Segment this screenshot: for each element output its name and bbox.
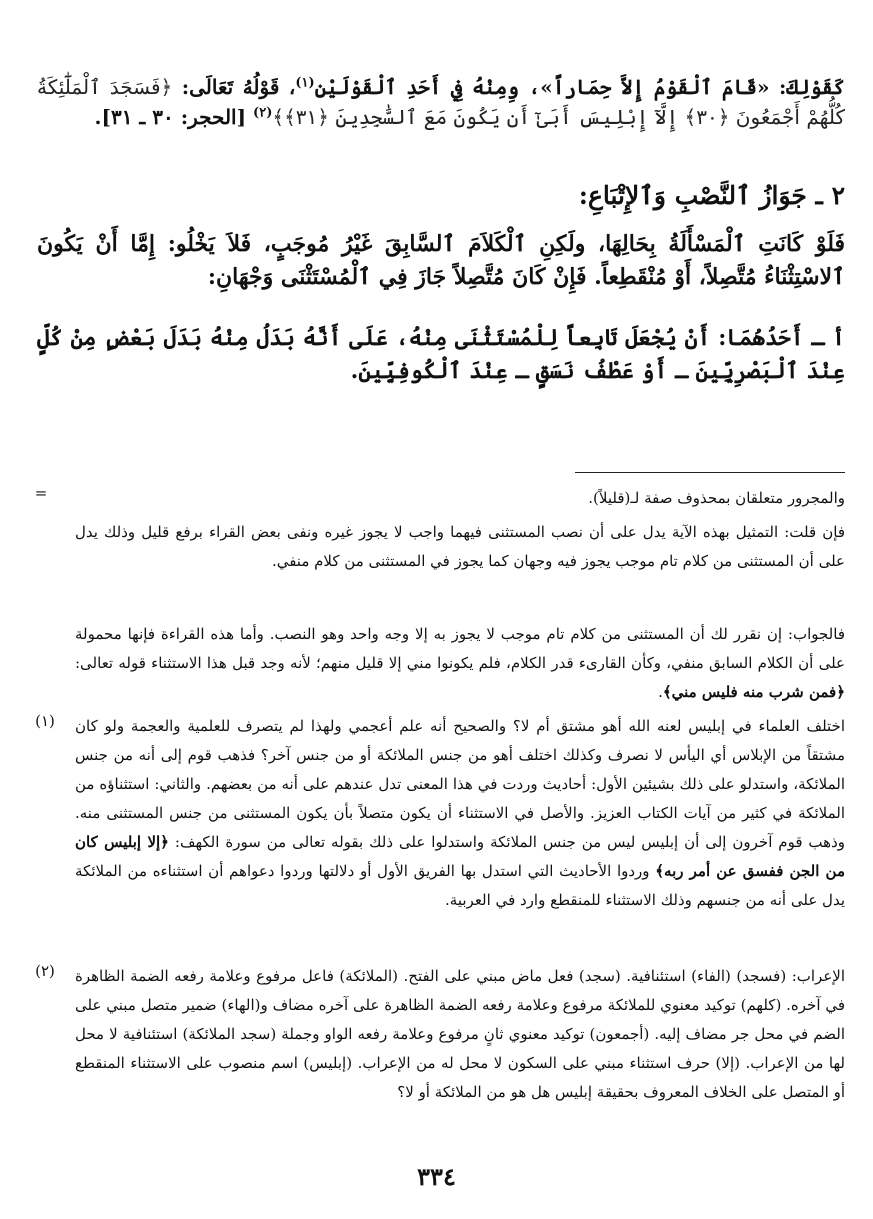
footnote-1-quran-quote: ﴿إلا إبليس كان من الجن ففسق عن أمر ربه﴾ [75, 833, 845, 880]
footnote-ref-2[interactable]: (٢) [253, 105, 273, 121]
quran-source: [الحجر: ٣٠ ـ ٣١]. [94, 105, 247, 129]
answer-text: فالجواب: إن نقرر لك أن المستثنى من كلام تام موجب لا يجوز به إلا وجه واحد وهو النصب. وأما هذه القراءة فإنها محمولة على أن الكلام السابق منفي، وكأن القارىء قدر الكلام، فلم يكونوا مني إلا قليل منهم؛ لأنه وجد قبل هذا الاستثناء قوله تعالى: [75, 625, 845, 672]
footnote-1-text: اختلف العلماء في إبليس لعنه الله أهو مشتق أم لا؟ والصحيح أنه علم أعجمي ولهذا لم يتصرف للعلمية والعجمة ولو كان مشتقاً من الإبلاس أي اليأس لا نصرف وكذلك اختلف أهو من جنس الملائكة أو من جنس آخر؟ فذهب قوم إلى أنه من جنس الملائكة، واستدلو على ذلك بشيئين الأول: أحاديث وردت في هذا المعنى تدل عندهم على أنه من بعضهم. والثاني: استثناؤه من الملائكة في كثير من آيات الكتاب العزيز. والأصل في الاستثناء أن يكون متصلاً بأن يكون المستثنى من جنس المستثنى منه. وذهب قوم آخرون إلى أن إبليس ليس من جنس الملائكة واستدلوا على ذلك بقوله تعالى من سورة الكهف: [75, 717, 845, 851]
footnote-1-text-continued: وردوا الأحاديث التي استدل بها الفريق الأول أو دلالتها وردوا دعواهم أن استثناءه من الملائكة يدل على أنه من جنسهم وذلك الاستثناء للمنقطع وارد في العربية. [75, 862, 845, 909]
footnote-answer [75, 620, 845, 707]
example-text: كَقَوْلِكَ: «قَامَ ٱلْقَوْمُ إِلاَّ حِمَاراً»، وِمِنْهُ فِي أَحَدِ ٱلْقَوْلَيْنِ [314, 75, 846, 99]
answer-end: . [658, 683, 663, 701]
answer-quran-quote: ﴿فمن شرب منه فليس مني﴾ [662, 683, 845, 701]
page-number: ٣٣٤ [417, 1162, 456, 1191]
section-heading: ٢ ـ جَوَازُ ٱلنَّصْبِ وَٱلإِتْبَاعِ: [578, 181, 845, 210]
quran-verse: ﴿فَسَجَدَ ٱلْمَلَٰٓئِكَةُ كُلُّهُمْ أَجْمَعُونَ ﴿٣٠﴾ إِلَّآ إِبْلِيسَ أَبَىٰٓ أَن يَكُونَ مَعَ ٱلسَّٰجِدِينَ ﴿٣١﴾﴾ [37, 75, 845, 129]
footnote-2: الإعراب: (فسجد) (الفاء) استئنافية. (سجد) فعل ماض مبني على الفتح. (الملائكة) فاعل مرفوع وعلامة رفعه الضمة الظاهرة في آخره. (كلهم) توكيد معنوي للملائكة مرفوع وعلامة رفعه الضمة الظاهرة على آخره مضاف و(الهاء) ضمير متصل مبني على الضم في محل جر مضاف إليه. (أجمعون) توكيد معنوي ثانٍ مرفوع وعلامة رفعه الواو وجملة (سجد الملائكة) استئنافية لا محل لها من الإعراب. (إلا) حرف استثناء مبني على السكون لا محل له من الإعراب. (إبليس) اسم منصوب على الاستثناء المنقطع أو المتصل على الخلاف المعروف بحقيقة إبليس هل هو من الملائكة أو لا؟ [75, 967, 845, 1101]
footnote-continuation: والمجرور متعلقان بمحذوف صفة لـ(قليلاً). [588, 489, 845, 507]
footnote-1-label: (١) [35, 712, 55, 730]
example-text-continued: ، قَوْلُهُ تَعَالَى: [181, 75, 296, 99]
main-paragraph-1: فَلَوْ كَانَتِ ٱلْمَسْأَلَةُ بِحَالِهَا، ولَكِنِ ٱلْكَلاَمَ ٱلسَّابِقَ غَيْرُ مُوجَبٍ، فَلاَ يَخْلُو: إِمَّا أَنْ يَكُونَ ٱلاسْتِثْنَاءُ مُتَّصِلاً، أَوْ مُنْقَطِعاً. فَإِنْ كَانَ مُتَّصِلاً جَازَ فِي ٱلْمُسْتَثْنَى وَجْهَانِ: [37, 231, 845, 290]
footnote-2-label: (٢) [35, 962, 55, 980]
footnote-ref-1[interactable]: (١) [295, 75, 315, 91]
continuation-mark: = [34, 484, 48, 502]
footnote-question: فإن قلت: التمثيل بهذه الآية يدل على أن نصب المستثنى فيهما واجب لا يجوز غيره ونفى بعض القراء برفع قليل وذلك يدل على أن المستثنى من كلام تام موجب يجوز فيه وجهان كما يجوز في المستثنى من كلام منفي. [75, 523, 845, 570]
footnote-1 [75, 712, 845, 915]
main-paragraph-2: أ ـ أَحَدُهُمَا: أَنْ يُجْعَلَ تَابِعاً لِلْمُسْتَثْنَى مِنْهُ، عَلَى أَنَّهُ بَدَلُ مِنْهُ بَدَلَ بَعْضٍ مِنْ كُلٍّ عِنْدَ ٱلْبَصْرِيِّينَ ـ أَوْ عَطْفُ نَسَقٍ ـ عِنْدَ ٱلْكُوفِيِّينَ. [37, 325, 845, 384]
main-text-example-line [37, 72, 845, 132]
footnote-divider [575, 472, 845, 473]
